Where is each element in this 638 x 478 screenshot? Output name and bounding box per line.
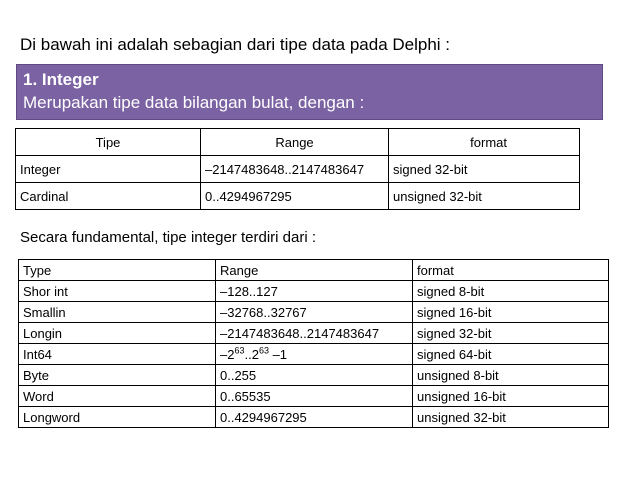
- column-header-range: Range: [216, 260, 413, 281]
- section-title: 1. Integer: [23, 70, 99, 89]
- cell-type: Byte: [19, 365, 216, 386]
- cell-type: Longin: [19, 323, 216, 344]
- integer-section-banner: [16, 64, 603, 120]
- section-subtitle: Merupakan tipe data bilangan bulat, dengan :: [23, 93, 365, 112]
- column-header-range: Range: [201, 129, 389, 156]
- table-row: [19, 386, 609, 407]
- integer-types-table: [15, 128, 580, 210]
- table-row: [19, 281, 609, 302]
- table-row: [19, 407, 609, 428]
- cell-type: Word: [19, 386, 216, 407]
- cell-range-int64: [216, 344, 413, 365]
- range-exp2: 63: [258, 345, 269, 356]
- page-heading: Di bawah ini adalah sebagian dari tipe data pada Delphi :: [20, 35, 451, 54]
- fundamental-integer-table: [18, 259, 609, 428]
- table-row: [16, 183, 580, 210]
- range-tail: –1: [268, 346, 288, 362]
- cell-format: signed 32-bit: [413, 323, 609, 344]
- cell-range: 0..65535: [216, 386, 413, 407]
- cell-range: 0..4294967295: [201, 183, 389, 210]
- cell-format: signed 64-bit: [413, 344, 609, 365]
- range-base1: –2: [220, 346, 235, 362]
- table-row: [19, 323, 609, 344]
- fundamental-intro-text: Secara fundamental, tipe integer terdiri dari :: [20, 229, 316, 246]
- table-row: [19, 365, 609, 386]
- cell-type: Longword: [19, 407, 216, 428]
- cell-format: signed 8-bit: [413, 281, 609, 302]
- cell-range: –2147483648..2147483647: [201, 156, 389, 183]
- table-row: [19, 302, 609, 323]
- cell-range: 0..255: [216, 365, 413, 386]
- column-header-tipe: Tipe: [16, 129, 201, 156]
- cell-type: Integer: [16, 156, 201, 183]
- column-header-format: format: [413, 260, 609, 281]
- cell-range: –32768..32767: [216, 302, 413, 323]
- cell-type: Smallin: [19, 302, 216, 323]
- cell-format: signed 16-bit: [413, 302, 609, 323]
- cell-format: unsigned 16-bit: [413, 386, 609, 407]
- cell-range: –128..127: [216, 281, 413, 302]
- column-header-type: Type: [19, 260, 216, 281]
- cell-range: 0..4294967295: [216, 407, 413, 428]
- column-header-format: format: [389, 129, 580, 156]
- cell-range: –2147483648..2147483647: [216, 323, 413, 344]
- table-row: [16, 156, 580, 183]
- cell-type: Int64: [19, 344, 216, 365]
- table-header-row: [16, 129, 580, 156]
- cell-type: Cardinal: [16, 183, 201, 210]
- cell-format: unsigned 32-bit: [413, 407, 609, 428]
- table-header-row: [19, 260, 609, 281]
- range-exp1: 63: [234, 345, 245, 356]
- range-mid: ..2: [244, 346, 259, 362]
- table-row: [19, 344, 609, 365]
- cell-format: unsigned 8-bit: [413, 365, 609, 386]
- cell-format: unsigned 32-bit: [389, 183, 580, 210]
- cell-type: Shor int: [19, 281, 216, 302]
- cell-format: signed 32-bit: [389, 156, 580, 183]
